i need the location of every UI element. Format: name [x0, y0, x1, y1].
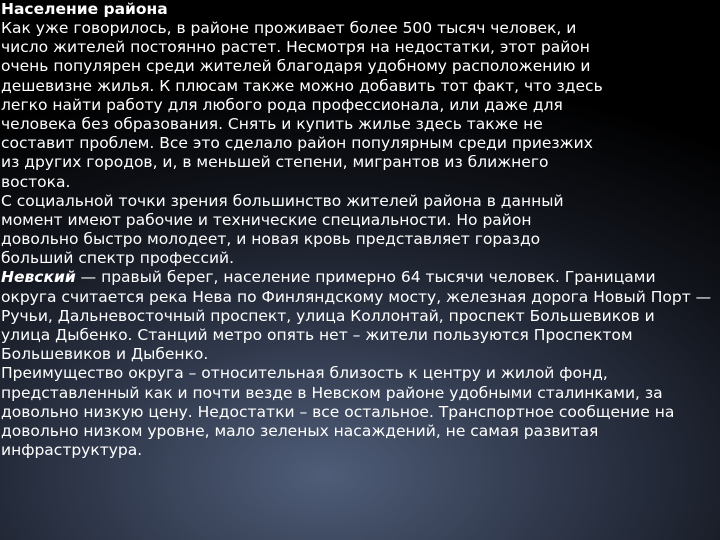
text-line: дешевизне жилья. К плюсам также можно добавить тот факт, что здесь	[1, 76, 603, 95]
text-line: округа считается река Нева по Финляндскому мосту, железная дорога Новый Порт —	[1, 287, 712, 306]
text-line: число жителей постоянно растет. Несмотря на недостатки, этот район	[1, 38, 590, 57]
text-line-lead	[1, 268, 717, 287]
text-line: человека без образования. Снять и купить жилье здесь также не	[1, 114, 543, 133]
paragraph-advantages	[1, 364, 717, 460]
text-line: С социальной точки зрения большинство жителей района в данный	[1, 191, 564, 210]
district-name: Невский	[1, 268, 76, 287]
text-line: инфраструктура.	[1, 441, 143, 460]
text-line: больший спектр профессий.	[1, 249, 235, 268]
text-line: Большевиков и Дыбенко.	[1, 345, 209, 364]
text-line: из других городов, и, в меньшей степени, мигрантов из ближнего	[1, 153, 549, 172]
text-line: Ручьи, Дальневосточный проспект, улица Коллонтай, проспект Большевиков и	[1, 306, 655, 325]
text-line: легко найти работу для любого рода профессионала, или даже для	[1, 95, 563, 114]
paragraph-nevsky	[1, 268, 717, 364]
paragraph-social	[1, 192, 717, 269]
text-line: востока.	[1, 172, 71, 191]
paragraph-population	[1, 19, 717, 192]
section-title: Население района	[1, 0, 168, 18]
text-line: очень популярен среди жителей благодаря удобному расположению и	[1, 57, 591, 76]
slide-content	[1, 0, 717, 460]
text-span: — правый берег, население примерно 64 тысячи человек. Границами	[75, 268, 656, 287]
text-line: довольно быстро молодеет, и новая кровь представляет гораздо	[1, 230, 541, 249]
text-line: момент имеют рабочие и технические специальности. Но район	[1, 210, 532, 229]
text-line: Преимущество округа – относительная близость к центру и жилой фонд,	[1, 364, 608, 383]
text-line: составит проблем. Все это сделало район популярным среди приезжих	[1, 134, 593, 153]
text-line: довольно низкую цену. Недостатки – все остальное. Транспортное сообщение на	[1, 402, 675, 421]
text-line: Как уже говорилось, в районе проживает более 500 тысяч человек, и	[1, 19, 577, 37]
text-line: представленный как и почти везде в Невском районе удобными сталинками, за	[1, 383, 663, 402]
text-line: довольно низком уровне, мало зеленых насаждений, не самая развитая	[1, 421, 599, 440]
text-line: улица Дыбенко. Станций метро опять нет – жители пользуются Проспектом	[1, 326, 633, 344]
